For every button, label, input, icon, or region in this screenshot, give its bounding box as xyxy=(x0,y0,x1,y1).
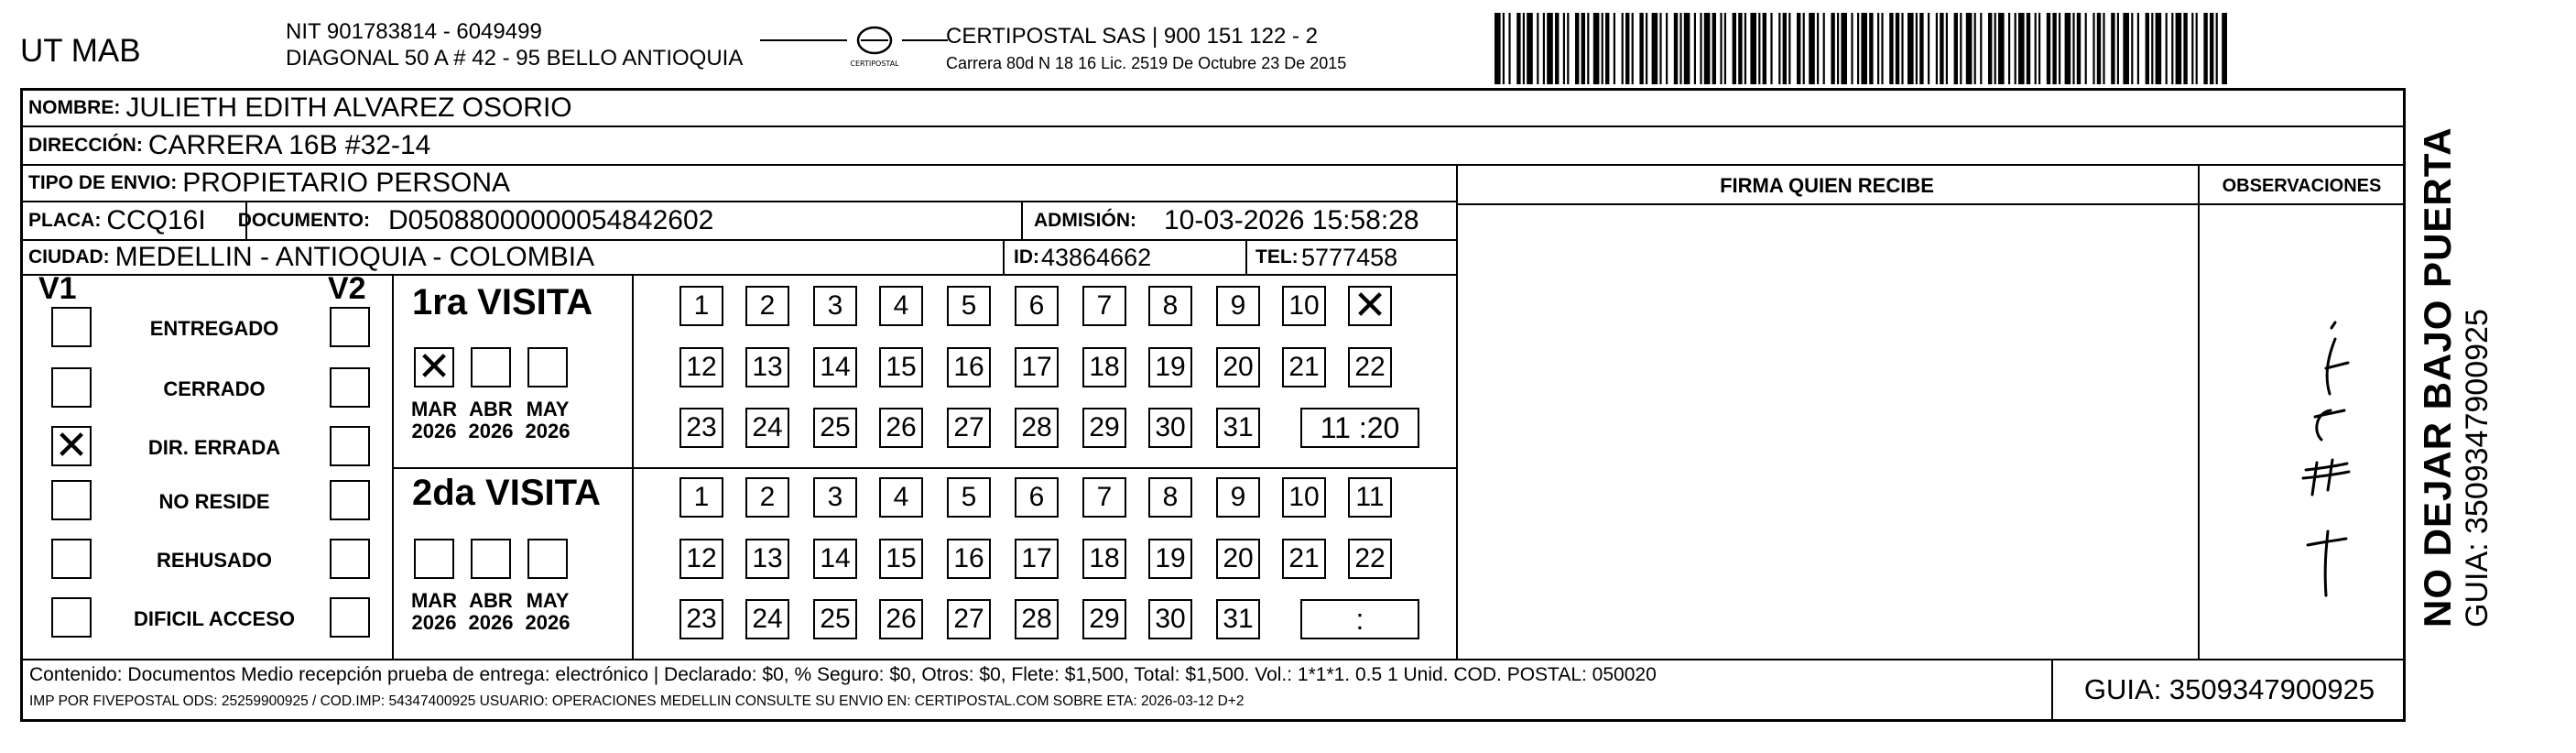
visit1-day-box[interactable]: 24 xyxy=(745,408,789,448)
sender-nit: NIT 901783814 - 6049499 xyxy=(286,19,542,44)
visit1-day-box[interactable]: 13 xyxy=(745,347,789,387)
visit1-day-box[interactable]: 3 xyxy=(813,286,857,326)
visit1-day-box[interactable]: 29 xyxy=(1082,408,1126,448)
status-label: ENTREGADO xyxy=(149,317,279,340)
barcode-bar xyxy=(2216,13,2218,84)
barcode-bar xyxy=(2065,13,2071,84)
v1-checkbox[interactable] xyxy=(51,480,92,520)
barcode-bar xyxy=(1809,13,1815,84)
row-ciudad xyxy=(23,241,1456,276)
barcode-bar xyxy=(1720,13,1722,84)
visit2-day-box[interactable]: 4 xyxy=(879,477,923,518)
barcode-bar xyxy=(1547,13,1553,84)
barcode-bar xyxy=(2176,13,2182,84)
barcode-bar xyxy=(2156,13,2162,84)
visit1-day-box[interactable]: 6 xyxy=(1015,286,1059,326)
visit1-day-box[interactable] xyxy=(1348,282,1392,329)
barcode-bar xyxy=(2097,13,2101,84)
status-label: DIR. ERRADA xyxy=(147,436,281,459)
visit2-month-label xyxy=(522,590,573,634)
barcode-bar xyxy=(1587,13,1589,84)
visit2-title: 2da VISITA xyxy=(412,473,601,513)
visit2-day-box[interactable]: 7 xyxy=(1082,477,1126,518)
column-divider xyxy=(2198,166,2200,660)
ciudad-value: MEDELLIN - ANTIOQUIA - COLOMBIA xyxy=(114,242,595,272)
visit1-day-box[interactable]: 4 xyxy=(879,286,923,326)
barcode-bar xyxy=(1837,13,1839,84)
barcode-bar xyxy=(2018,13,2025,84)
barcode-bar xyxy=(1940,13,1943,84)
barcode-bar xyxy=(1994,13,1996,84)
visit2-day-box[interactable]: 22 xyxy=(1348,539,1392,579)
month-name: ABR xyxy=(469,398,513,420)
barcode-bar xyxy=(2183,13,2187,84)
cell-divider xyxy=(1021,202,1023,239)
month-year: 2026 xyxy=(525,420,571,442)
admision-label: ADMISIÓN: xyxy=(1034,210,1136,231)
v2-checkbox[interactable] xyxy=(330,367,370,408)
barcode-bar xyxy=(1724,13,1726,84)
barcode-bar xyxy=(1567,13,1569,84)
visit1-month-label xyxy=(465,398,516,442)
v1-checkbox[interactable] xyxy=(51,422,92,469)
row-tipo xyxy=(23,166,1456,202)
handwritten-observation xyxy=(2271,302,2353,605)
barcode-bar xyxy=(1954,13,1958,84)
v2-checkbox[interactable] xyxy=(330,307,370,347)
visit1-day-box[interactable]: 26 xyxy=(879,408,923,448)
x-mark-icon: ✕ xyxy=(1353,282,1387,329)
month-name: MAY xyxy=(526,398,570,420)
documento-label: DOCUMENTO: xyxy=(237,210,370,231)
barcode-bar xyxy=(1704,13,1711,84)
barcode-bar xyxy=(2092,13,2094,84)
cell-divider xyxy=(1003,241,1005,274)
barcode-bar xyxy=(2103,13,2104,84)
company-name: UT MAB xyxy=(20,33,141,69)
visit1-day-box[interactable]: 17 xyxy=(1015,347,1059,387)
visit1-day-box[interactable]: 14 xyxy=(813,347,857,387)
visit1-day-box[interactable]: 15 xyxy=(879,347,923,387)
barcode-bar xyxy=(1788,13,1790,84)
barcode-bar xyxy=(1901,13,1903,84)
barcode-bar xyxy=(1803,13,1805,84)
documento-value: D05088000000054842602 xyxy=(387,205,714,235)
visit1-day-box[interactable]: 19 xyxy=(1148,347,1192,387)
barcode-bar xyxy=(1666,13,1668,84)
barcode-bar xyxy=(2035,13,2037,84)
month-year: 2026 xyxy=(411,420,457,442)
visit1-day-box[interactable]: 10 xyxy=(1282,286,1326,326)
visit2-day-box[interactable]: 19 xyxy=(1148,539,1192,579)
barcode-bar xyxy=(1823,13,1825,84)
footer-rule xyxy=(23,659,2404,660)
visit1-day-box[interactable]: 16 xyxy=(947,347,991,387)
visit2-day-box[interactable]: 24 xyxy=(745,599,789,639)
v2-checkbox[interactable] xyxy=(330,597,370,638)
tipo-value: PROPIETARIO PERSONA xyxy=(182,168,511,198)
x-mark-icon: ✕ xyxy=(417,344,451,390)
barcode-bar xyxy=(2166,13,2168,84)
barcode-bar xyxy=(1758,13,1760,84)
certipostal-logo-icon xyxy=(842,18,907,73)
barcode-bar xyxy=(1625,13,1629,84)
visit1-month-checkbox[interactable] xyxy=(471,347,511,387)
v1-checkbox[interactable] xyxy=(51,307,92,347)
barcode-bar xyxy=(2027,13,2030,84)
visit2-day-box[interactable]: 18 xyxy=(1082,539,1126,579)
cell-divider xyxy=(245,202,247,239)
visit2-day-box[interactable]: 21 xyxy=(1282,539,1326,579)
id-value: 43864662 xyxy=(1041,243,1152,271)
barcode-bar xyxy=(1602,13,1603,84)
tel-label: TEL: xyxy=(1255,246,1299,267)
barcode-bar xyxy=(1928,13,1929,84)
visit1-day-box[interactable]: 21 xyxy=(1282,347,1326,387)
visit2-month-label xyxy=(408,590,460,634)
barcode-bar xyxy=(1684,13,1690,84)
row-nombre xyxy=(23,91,2404,127)
row-direccion xyxy=(23,127,2404,166)
visit2-day-box[interactable]: 2 xyxy=(745,477,789,518)
visit2-day-box[interactable]: 30 xyxy=(1148,599,1192,639)
barcode-bar xyxy=(1877,13,1879,84)
visit1-time-box[interactable]: 11 :20 xyxy=(1300,408,1419,448)
visit2-day-box[interactable]: 6 xyxy=(1015,477,1059,518)
nombre-label: NOMBRE: xyxy=(28,97,121,118)
barcode-bar xyxy=(2222,13,2227,84)
barcode-bar xyxy=(2077,13,2081,84)
visit1-day-box[interactable]: 22 xyxy=(1348,347,1392,387)
barcode-bar xyxy=(2151,13,2153,84)
sender-address: DIAGONAL 50 A # 42 - 95 BELLO ANTIOQUIA xyxy=(286,46,744,71)
visit2-time-box[interactable]: : xyxy=(1300,599,1419,639)
visit2-day-box[interactable]: 17 xyxy=(1015,539,1059,579)
status-label: NO RESIDE xyxy=(158,490,270,513)
month-name: MAR xyxy=(410,589,458,612)
visit2-day-box[interactable]: 12 xyxy=(679,539,723,579)
header-rule xyxy=(760,39,847,41)
barcode-bar xyxy=(1700,13,1701,84)
barcode-bar xyxy=(1503,13,1505,84)
barcode-bar xyxy=(1783,13,1787,84)
barcode-bar xyxy=(2085,13,2087,84)
barcode-bar xyxy=(1674,13,1678,84)
month-year: 2026 xyxy=(468,420,514,442)
barcode-bar xyxy=(1659,13,1661,84)
barcode-bar xyxy=(2196,13,2198,84)
status-label: DIFICIL ACCESO xyxy=(133,607,295,630)
direccion-label: DIRECCIÓN: xyxy=(28,135,143,156)
imp-text: IMP POR FIVEPOSTAL ODS: 25259900925 / COD.IMP: 54347400925 USUARIO: OPERACIONES MEDELLIN CONSULTE SU ENVIO EN: CERTIPOSTAL.COM SOBRE ETA: 2026-03-12 D+2 xyxy=(29,693,1245,709)
month-name: MAR xyxy=(410,398,458,420)
barcode-bar xyxy=(1652,13,1658,84)
barcode-bar xyxy=(1960,13,1962,84)
visit2-month-checkbox[interactable] xyxy=(414,539,454,579)
visit2-month-checkbox[interactable] xyxy=(527,539,568,579)
side-label xyxy=(2416,126,2495,628)
barcode-bar xyxy=(1516,13,1520,84)
visit1-day-box[interactable]: 27 xyxy=(947,408,991,448)
x-mark-icon: ✕ xyxy=(54,422,89,469)
v1-checkbox[interactable] xyxy=(51,597,92,638)
month-name: ABR xyxy=(469,589,513,612)
visit1-day-box[interactable]: 5 xyxy=(947,286,991,326)
barcode-bar xyxy=(1946,13,1948,84)
firma-header: FIRMA QUIEN RECIBE xyxy=(1720,174,1934,197)
visit2-day-box[interactable]: 3 xyxy=(813,477,857,518)
status-label: REHUSADO xyxy=(157,549,272,572)
visit2-day-box[interactable]: 29 xyxy=(1082,599,1126,639)
visit2-day-box[interactable]: 10 xyxy=(1282,477,1326,518)
visit2-month-label xyxy=(465,590,516,634)
v1-checkbox[interactable] xyxy=(51,367,92,408)
barcode-bar xyxy=(2072,13,2074,84)
visit2-day-box[interactable]: 15 xyxy=(879,539,923,579)
barcode-bar xyxy=(2015,13,2016,84)
no-dejar-text: NO DEJAR BAJO PUERTA xyxy=(2416,126,2459,628)
barcode-bar xyxy=(1679,13,1681,84)
barcode-bar xyxy=(1916,13,1918,84)
barcode-bar xyxy=(1797,13,1800,84)
barcode-bar xyxy=(1966,13,1973,84)
barcode-bar xyxy=(1851,13,1853,84)
barcode-bar xyxy=(1861,13,1867,84)
row-placa xyxy=(23,202,1456,241)
barcode-bar xyxy=(1694,13,1696,84)
barcode-bar xyxy=(1896,13,1899,84)
visit2-day-box[interactable]: 16 xyxy=(947,539,991,579)
barcode-bar xyxy=(1745,13,1746,84)
barcode-bar xyxy=(1750,13,1756,84)
visit1-day-box[interactable]: 28 xyxy=(1015,408,1059,448)
barcode-bar xyxy=(1936,13,1938,84)
visit1-day-box[interactable]: 9 xyxy=(1216,286,1260,326)
visit1-month-label xyxy=(522,398,573,442)
visit2-day-box[interactable]: 20 xyxy=(1216,539,1260,579)
barcode-bar xyxy=(1738,13,1742,84)
visit2-day-box[interactable]: 9 xyxy=(1216,477,1260,518)
barcode-bar xyxy=(1575,13,1579,84)
visit1-month-checkbox[interactable] xyxy=(527,347,568,387)
barcode-bar xyxy=(1495,13,1501,84)
barcode-bar xyxy=(2146,13,2149,84)
barcode-bar xyxy=(1712,13,1716,84)
visit2-day-box[interactable]: 27 xyxy=(947,599,991,639)
barcode-bar xyxy=(2210,13,2213,84)
visit2-day-box[interactable]: 26 xyxy=(879,599,923,639)
barcode-bar xyxy=(1831,13,1834,84)
barcode-bar xyxy=(1908,13,1914,84)
visit2-day-box[interactable]: 28 xyxy=(1015,599,1059,639)
barcode-bar xyxy=(1555,13,1559,84)
barcode-bar xyxy=(1733,13,1736,84)
visit1-day-box[interactable]: 25 xyxy=(813,408,857,448)
barcode-bar xyxy=(1605,13,1609,84)
admision-value: 10-03-2026 15:58:28 xyxy=(1164,205,1419,235)
barcode-bar xyxy=(1543,13,1545,84)
barcode-bar xyxy=(2123,13,2129,84)
barcode xyxy=(1495,13,2227,84)
barcode-bar xyxy=(1523,13,1525,84)
barcode-bar xyxy=(1537,13,1538,84)
barcode-bar xyxy=(2038,13,2040,84)
barcode-bar xyxy=(1881,13,1883,84)
barcode-bar xyxy=(1508,13,1510,84)
barcode-bar xyxy=(1646,13,1647,84)
direccion-value: CARRERA 16B #32-14 xyxy=(147,130,431,160)
v1-header: V1 xyxy=(38,271,77,306)
barcode-bar xyxy=(2059,13,2060,84)
visit1-day-box[interactable]: 18 xyxy=(1082,347,1126,387)
visit1-day-box[interactable]: 7 xyxy=(1082,286,1126,326)
id-label: ID: xyxy=(1014,246,1039,267)
header-rule xyxy=(902,39,948,41)
barcode-bar xyxy=(2137,13,2139,84)
barcode-bar xyxy=(1763,13,1766,84)
visit1-title: 1ra VISITA xyxy=(412,282,593,322)
visit2-day-box[interactable]: 5 xyxy=(947,477,991,518)
barcode-bar xyxy=(1632,13,1634,84)
visit2-day-box[interactable]: 14 xyxy=(813,539,857,579)
barcode-bar xyxy=(1527,13,1533,84)
visit1-day-box[interactable]: 8 xyxy=(1148,286,1192,326)
visit2-day-box[interactable]: 25 xyxy=(813,599,857,639)
barcode-bar xyxy=(2111,13,2114,84)
barcode-bar xyxy=(1778,13,1780,84)
barcode-bar xyxy=(2008,13,2010,84)
sender-info xyxy=(286,18,743,71)
observaciones-header: OBSERVACIONES xyxy=(2222,176,2382,196)
status-label: CERRADO xyxy=(163,377,266,400)
barcode-bar xyxy=(1889,13,1893,84)
visit2-day-box[interactable]: 1 xyxy=(679,477,723,518)
visit2-day-box[interactable]: 8 xyxy=(1148,477,1192,518)
barcode-bar xyxy=(2171,13,2173,84)
month-year: 2026 xyxy=(411,611,457,634)
visit2-day-box[interactable]: 13 xyxy=(745,539,789,579)
barcode-bar xyxy=(1817,13,1819,84)
v2-checkbox[interactable] xyxy=(330,480,370,520)
logo-text: CERTIPOSTAL xyxy=(850,60,899,68)
month-year: 2026 xyxy=(468,611,514,634)
barcode-bar xyxy=(1622,13,1624,84)
v1-checkbox[interactable] xyxy=(51,539,92,579)
barcode-bar xyxy=(1988,13,1992,84)
nombre-value: JULIETH EDITH ALVAREZ OSORIO xyxy=(125,93,572,123)
visit1-day-box[interactable]: 1 xyxy=(679,286,723,326)
barcode-bar xyxy=(2052,13,2056,84)
visit1-month-checkbox[interactable] xyxy=(414,344,454,390)
visit1-day-box[interactable]: 31 xyxy=(1216,408,1260,448)
barcode-bar xyxy=(1593,13,1600,84)
barcode-bar xyxy=(1974,13,1976,84)
column-divider xyxy=(1456,166,1458,660)
visit2-day-box[interactable]: 23 xyxy=(679,599,723,639)
barcode-bar xyxy=(2047,13,2050,84)
barcode-bar xyxy=(1841,13,1847,84)
barcode-bar xyxy=(2131,13,2133,84)
barcode-bar xyxy=(1919,13,1923,84)
visit1-day-box[interactable]: 2 xyxy=(745,286,789,326)
barcode-bar xyxy=(1614,13,1615,84)
visit1-day-box[interactable]: 23 xyxy=(679,408,723,448)
visit1-day-box[interactable]: 12 xyxy=(679,347,723,387)
barcode-bar xyxy=(1639,13,1643,84)
guia-number: GUIA: 3509347900925 xyxy=(2051,660,2406,720)
barcode-bar xyxy=(2117,13,2119,84)
barcode-bar xyxy=(1563,13,1565,84)
visit1-day-box[interactable]: 30 xyxy=(1148,408,1192,448)
visit-separator xyxy=(392,467,1456,469)
barcode-bar xyxy=(1857,13,1859,84)
placa-value: CCQ16I xyxy=(106,205,206,235)
visit1-month-label xyxy=(408,398,460,442)
visit2-month-checkbox[interactable] xyxy=(471,539,511,579)
barcode-bar xyxy=(1581,13,1585,84)
barcode-bar xyxy=(1980,13,1982,84)
visit2-day-box[interactable]: 31 xyxy=(1216,599,1260,639)
visit1-day-box[interactable]: 20 xyxy=(1216,347,1260,387)
v2-checkbox[interactable] xyxy=(330,426,370,466)
barcode-bar xyxy=(1998,13,2005,84)
v2-header: V2 xyxy=(328,271,366,306)
barcode-bar xyxy=(2191,13,2193,84)
tipo-label: TIPO DE ENVIO: xyxy=(28,172,178,193)
side-guia-text: GUIA: 3509347900925 xyxy=(2460,309,2494,628)
barcode-bar xyxy=(1869,13,1873,84)
placa-label: PLACA: xyxy=(28,210,102,231)
visit2-day-box[interactable]: 11 xyxy=(1348,477,1392,518)
ciudad-label: CIUDAD: xyxy=(28,246,110,267)
v2-checkbox[interactable] xyxy=(330,539,370,579)
carrier-address: Carrera 80d N 18 16 Lic. 2519 De Octubre 23 De 2015 xyxy=(946,54,1347,72)
barcode-bar xyxy=(1770,13,1772,84)
carrier-name: CERTIPOSTAL SAS | 900 151 122 - 2 xyxy=(946,24,1318,49)
tel-value: 5777458 xyxy=(1301,243,1398,271)
month-name: MAY xyxy=(526,589,570,612)
contenido-text: Contenido: Documentos Medio recepción prueba de entrega: electrónico | Declarado: $0, % Seguro: $0, Otros: $0, Flete: $1,500, Total: $1,500. Vol.: 1*1*1. 0.5 1 Unid. COD. POSTAL: 050020 xyxy=(29,664,1657,685)
barcode-bar xyxy=(2203,13,2207,84)
cell-divider xyxy=(1245,241,1247,274)
month-year: 2026 xyxy=(525,611,571,634)
